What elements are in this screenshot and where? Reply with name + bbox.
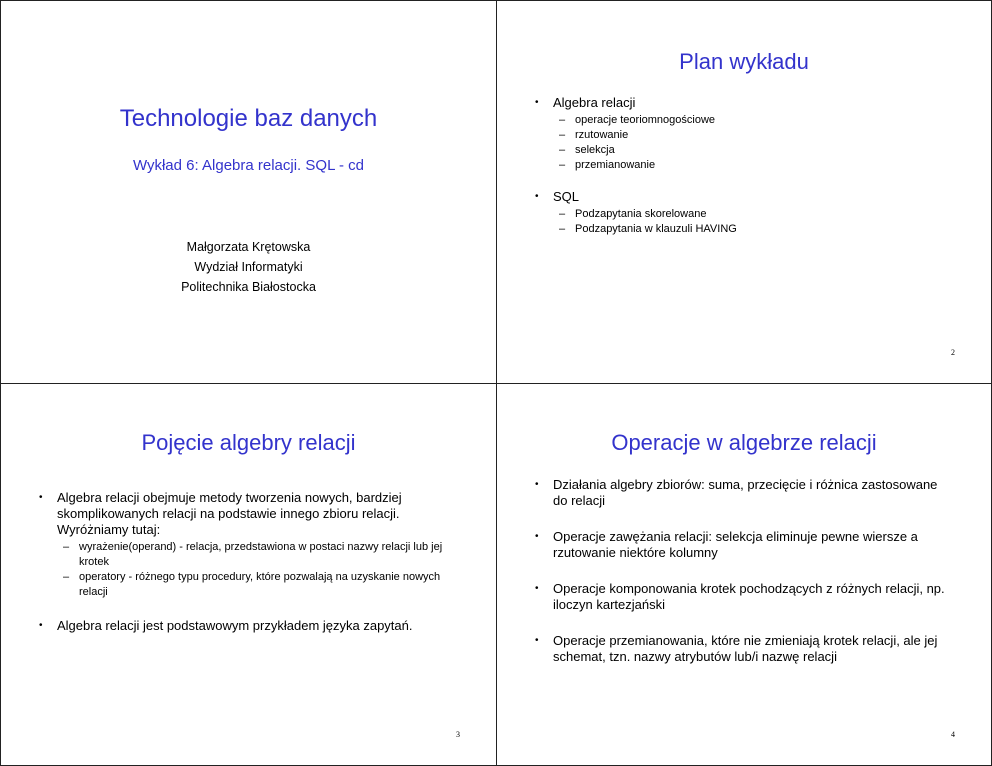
slide-3-title: Pojęcie algebry relacji (141, 430, 356, 455)
slide-1 (0, 0, 497, 384)
page-number: 3 (456, 730, 460, 739)
slide-2-bullets (527, 95, 947, 253)
bullet-item (31, 490, 451, 600)
bullet-item: • Działania algebry zbiorów: suma, przecięcie i różnica zastosowane do relacji (527, 477, 947, 509)
sub-item: – Podzapytania skorelowane (553, 207, 947, 222)
sub-list (553, 113, 947, 173)
slide-3-bullets (31, 490, 451, 652)
slide-1-title: Technologie baz danych (119, 105, 378, 132)
sub-item: – rzutowanie (553, 128, 947, 143)
slide-3 (0, 383, 497, 766)
bullet-item: • Operacje przemianowania, które nie zmieniają krotek relacji, ale jej schemat, tzn. nazwy atrybutów lub/i nazwę relacji (527, 633, 947, 665)
slide-1-subtitle: Wykład 6: Algebra relacji. SQL - cd (132, 157, 365, 174)
slide-4-title: Operacje w algebrze relacji (611, 430, 877, 455)
slide-2-title: Plan wykładu (679, 49, 809, 74)
bullet-item (527, 189, 947, 237)
bullet-item: • Operacje zawężania relacji: selekcja eliminuje pewne wiersze a rzutowanie niektóre kolumny (527, 529, 947, 561)
sub-item: – Podzapytania w klauzuli HAVING (553, 222, 947, 237)
bullet-text: Algebra relacji (553, 95, 636, 110)
sub-list (57, 540, 451, 600)
bullet-item (31, 618, 451, 634)
sub-item: – przemianowanie (553, 158, 947, 173)
bullet-text: Algebra relacji obejmuje metody tworzenia nowych, bardziej skomplikowanych relacji na podstawie innego zbioru relacji. Wyróżniamy tutaj: (57, 490, 402, 537)
sub-list (553, 207, 947, 237)
slide-2 (496, 0, 992, 384)
bullet-text: SQL (553, 189, 580, 204)
page-number: 4 (951, 730, 955, 739)
slide-4-bullets (527, 477, 947, 685)
bullet-item (527, 95, 947, 173)
page-number: 2 (951, 348, 955, 357)
author-name: Małgorzata Krętowska (186, 240, 311, 254)
bullet-item: • Operacje komponowania krotek pochodzących z różnych relacji, np. iloczyn kartezjański (527, 581, 947, 613)
sub-item: – operatory - różnego typu procedury, które pozwalają na uzyskanie nowych relacji (57, 570, 451, 600)
slide-4 (496, 383, 992, 766)
sub-item: – wyrażenie(operand) - relacja, przedstawiona w postaci nazwy relacji lub jej krotek (57, 540, 451, 570)
sub-item: – operacje teoriomnogościowe (553, 113, 947, 128)
author-university: Politechnika Białostocka (181, 280, 316, 294)
bullet-text: Algebra relacji jest podstawowym przykładem języka zapytań. (57, 618, 413, 633)
author-faculty: Wydział Informatyki (194, 260, 303, 274)
author-block (1, 237, 496, 297)
sub-item: – selekcja (553, 143, 947, 158)
